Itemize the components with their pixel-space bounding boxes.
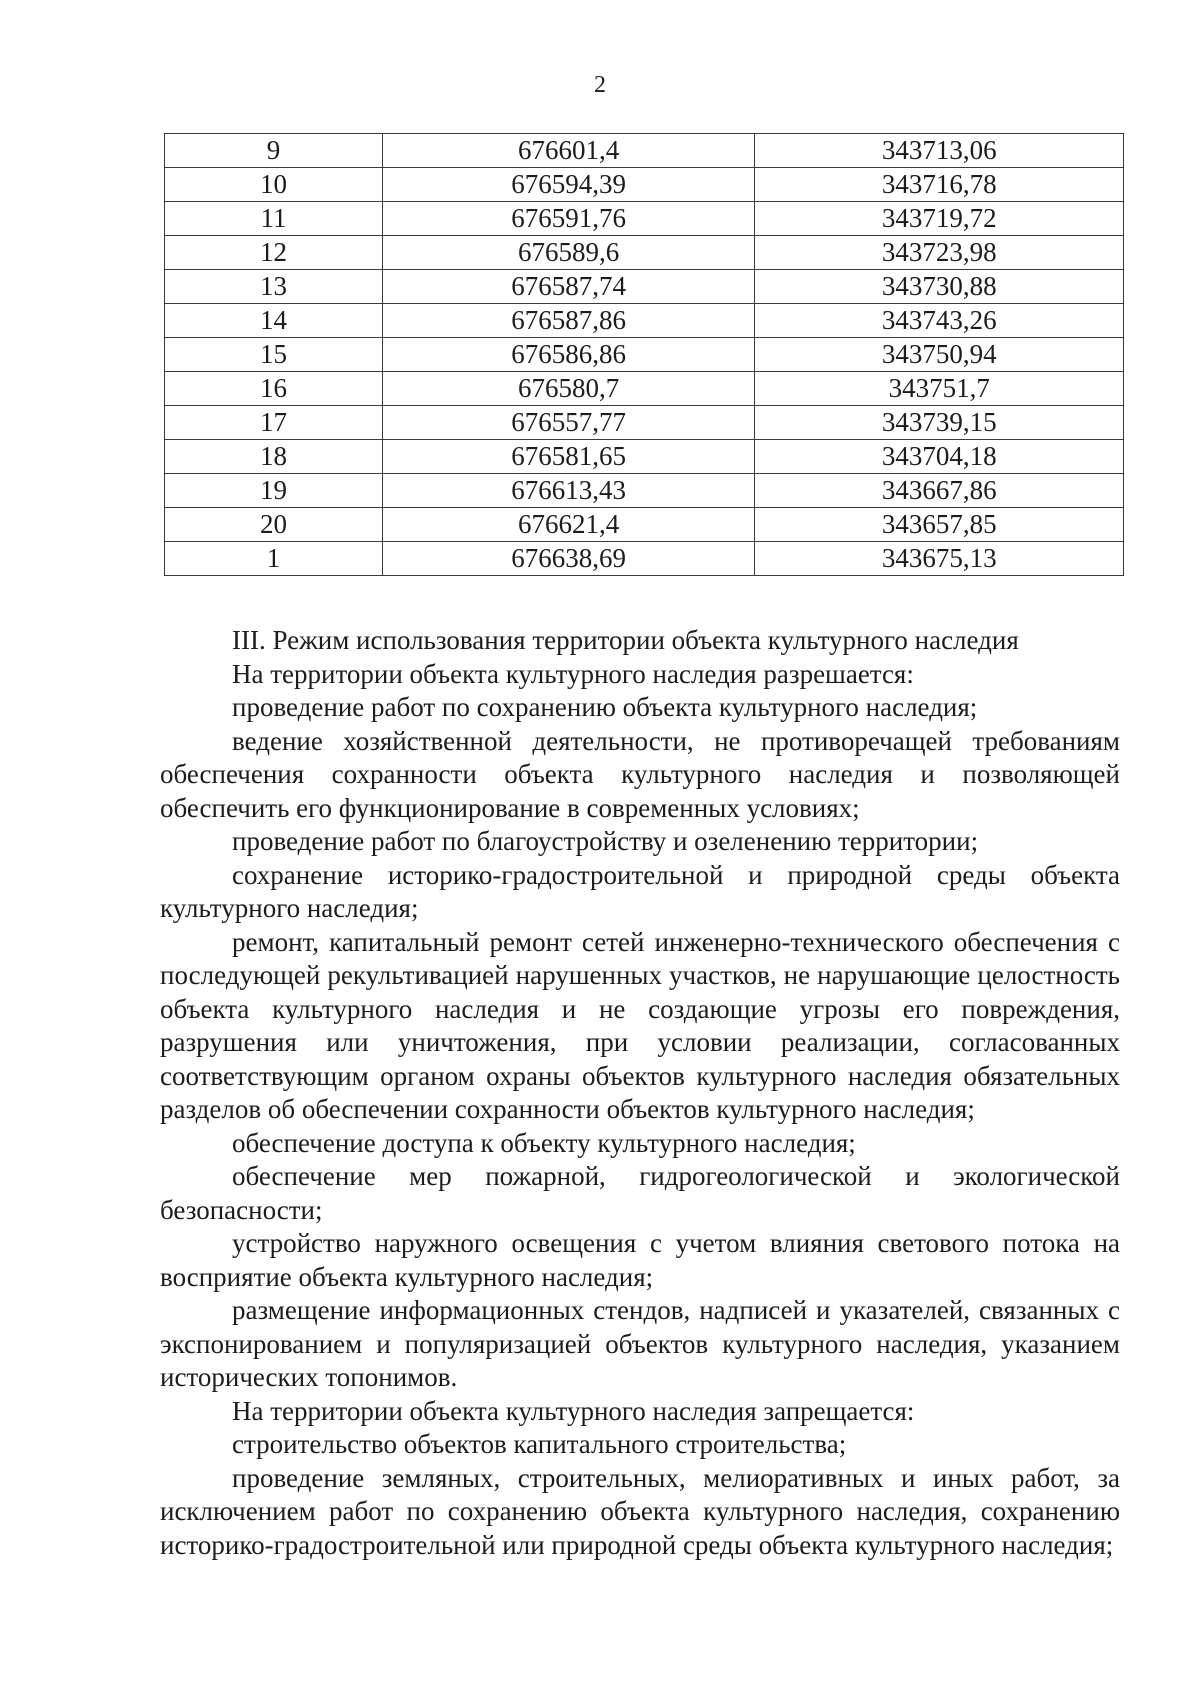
coordinates-table-body (165, 134, 1124, 576)
y-coordinate-cell: 343657,85 (755, 508, 1124, 542)
x-coordinate-cell: 676591,76 (382, 202, 755, 236)
allowed-item: проведение работ по благоустройству и озеленению территории; (232, 826, 979, 856)
point-number-cell: 17 (165, 406, 383, 440)
allowed-item: ремонт, капитальный ремонт сетей инженерно-технического обеспечения с последующей рекультивацией нарушенных участков, не нарушающие целостность объекта культурного наследия и не создающие угрозы его повреждения, разрушения или уничтожения, при условии реализации, согласованных соответствующим органом охраны объектов культурного наследия обязательных разделов об обеспечении сохранности объектов культурного наследия; (160, 926, 1120, 1124)
point-number-cell: 15 (165, 338, 383, 372)
x-coordinate-cell: 676581,65 (382, 440, 755, 474)
x-coordinate-cell: 676601,4 (382, 134, 755, 168)
x-coordinate-cell: 676638,69 (382, 542, 755, 576)
x-coordinate-cell: 676557,77 (382, 406, 755, 440)
point-number-cell: 18 (165, 440, 383, 474)
allowed-item: сохранение историко-градостроительной и природной среды объекта культурного наследия; (160, 859, 1120, 923)
x-coordinate-cell: 676586,86 (382, 338, 755, 372)
x-coordinate-cell: 676613,43 (382, 474, 755, 508)
table-row (165, 406, 1124, 440)
point-number-cell: 13 (165, 270, 383, 304)
page-number: 2 (594, 72, 606, 98)
point-number-cell: 16 (165, 372, 383, 406)
document-body (160, 624, 1120, 1562)
section-heading: III. Режим использования территории объекта культурного наследия (232, 625, 1019, 655)
table-row (165, 236, 1124, 270)
forbidden-item: строительство объектов капитального строительства; (232, 1429, 847, 1459)
point-number-cell: 14 (165, 304, 383, 338)
x-coordinate-cell: 676587,86 (382, 304, 755, 338)
allowed-item: ведение хозяйственной деятельности, не противоречащей требованиям обеспечения сохранности объекта культурного наследия и позволяющей обеспечить его функционирование в современных условиях; (160, 725, 1120, 823)
allowed-item: обеспечение доступа к объекту культурного наследия; (232, 1127, 856, 1158)
y-coordinate-cell: 343743,26 (755, 304, 1124, 338)
table-row (165, 304, 1124, 338)
allowed-item: размещение информационных стендов, надписей и указателей, связанных с экспонированием и популяризацией объектов культурного наследия, указанием исторических топонимов. (160, 1295, 1120, 1392)
point-number-cell: 11 (165, 202, 383, 236)
forbidden-intro: На территории объекта культурного наследия запрещается: (232, 1395, 915, 1426)
point-number-cell: 9 (165, 134, 383, 168)
y-coordinate-cell: 343719,72 (755, 202, 1124, 236)
table-row (165, 202, 1124, 236)
table-row (165, 270, 1124, 304)
y-coordinate-cell: 343713,06 (755, 134, 1124, 168)
x-coordinate-cell: 676594,39 (382, 168, 755, 202)
table-row (165, 508, 1124, 542)
table-row (165, 474, 1124, 508)
y-coordinate-cell: 343723,98 (755, 236, 1124, 270)
y-coordinate-cell: 343716,78 (755, 168, 1124, 202)
coordinates-table (164, 133, 1124, 576)
x-coordinate-cell: 676621,4 (382, 508, 755, 542)
y-coordinate-cell: 343675,13 (755, 542, 1124, 576)
x-coordinate-cell: 676580,7 (382, 372, 755, 406)
point-number-cell: 1 (165, 542, 383, 576)
table-row (165, 372, 1124, 406)
table-row (165, 134, 1124, 168)
table-row (165, 440, 1124, 474)
x-coordinate-cell: 676589,6 (382, 236, 755, 270)
point-number-cell: 12 (165, 236, 383, 270)
allowed-item: устройство наружного освещения с учетом влияния светового потока на восприятие объекта культурного наследия; (160, 1228, 1120, 1292)
allowed-item: обеспечение мер пожарной, гидрогеологической и экологической безопасности; (160, 1161, 1120, 1225)
table-row (165, 168, 1124, 202)
table-row (165, 338, 1124, 372)
y-coordinate-cell: 343704,18 (755, 440, 1124, 474)
x-coordinate-cell: 676587,74 (382, 270, 755, 304)
y-coordinate-cell: 343750,94 (755, 338, 1124, 372)
allowed-intro: На территории объекта культурного наследия разрешается: (232, 658, 914, 689)
allowed-item: проведение работ по сохранению объекта культурного наследия; (232, 692, 978, 722)
point-number-cell: 10 (165, 168, 383, 202)
point-number-cell: 20 (165, 508, 383, 542)
y-coordinate-cell: 343739,15 (755, 406, 1124, 440)
table-row (165, 542, 1124, 576)
y-coordinate-cell: 343730,88 (755, 270, 1124, 304)
y-coordinate-cell: 343667,86 (755, 474, 1124, 508)
forbidden-item: проведение земляных, строительных, мелиоративных и иных работ, за исключением работ по сохранению объекта культурного наследия, сохранению историко-градостроительной или природной среды объекта культурного наследия; (160, 1462, 1120, 1560)
y-coordinate-cell: 343751,7 (755, 372, 1124, 406)
point-number-cell: 19 (165, 474, 383, 508)
